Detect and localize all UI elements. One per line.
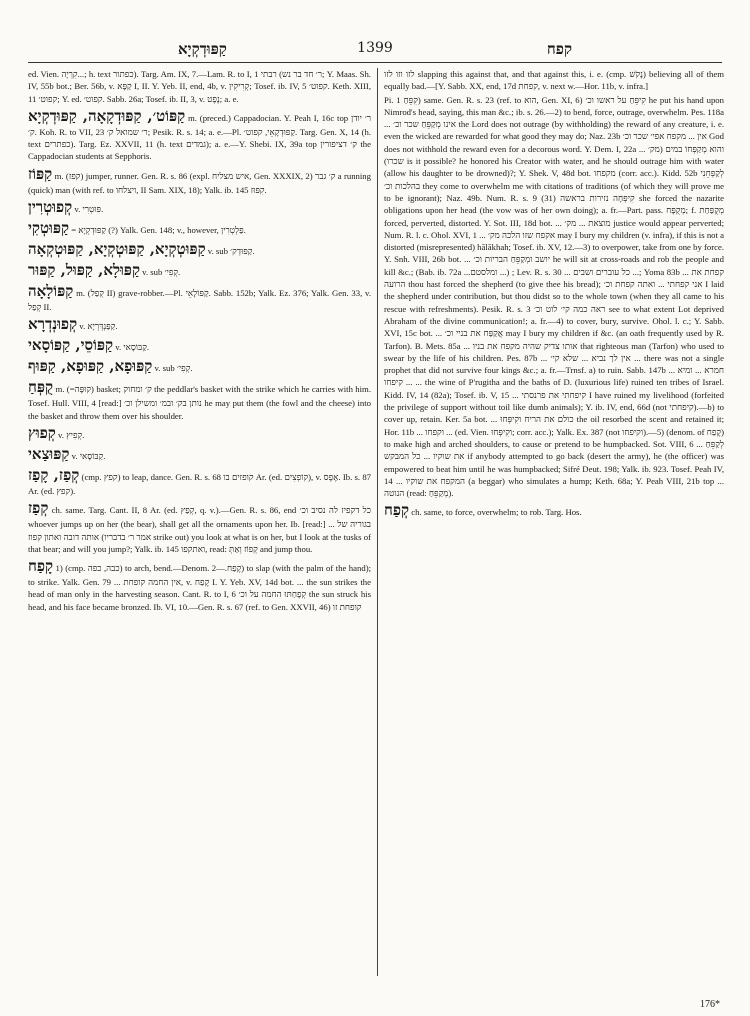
entry-text: = קַפּוּדְקְיָא (?) Yalk. Gen. 148; v., however, פַּלְטְרִין.	[71, 225, 246, 236]
dictionary-entry	[28, 356, 371, 376]
entry-text: ch. same, to force, overwhelm; to rob. Targ. Hos.	[411, 507, 582, 518]
entry-text: v. sub קְפִי׳.	[154, 363, 193, 374]
dictionary-entry	[28, 423, 371, 443]
entry-headword: קְפוּנְדְרָא	[28, 315, 78, 334]
header-left-word: קַפּוּדְקְיָא	[178, 40, 227, 58]
entry-headword: קָפַח	[28, 557, 54, 576]
dictionary-entry	[28, 498, 371, 555]
entry-text: Pi. קִפֵּחַ 1) same. Gen. R. s. 23 (ref. to הוא, Gen. XI, 6) קִיפֵּחַ על ראשו וכ׳ he put his hand upon Nimrod's head, saying, this man &c.; ib. s. 26.—2) to bend, force, outrage, overwhelm. Pes. 118a ... אינו מְקַפֵּחַ שכר וכ׳ the Lord does not outrage (by withholding) the reward of any creature, i. e. even the wicked are rewarded for what good they may do; Naz. 23b אין ... מקפח אפי׳ שכר וכ׳ God does not withhold the reward even for a decorous word. Y. Dem. I, 22a ... והוא מְקַפְּחוֹ במים (מק׳ שכרו) is it possible? he honored his Creator with water, and he should outrage him with water (allow his daughter to be drowned)?; Y. Shek. V, 48d bot. מקפחו (corr. acc.). Kidd. 52b לְקַפְּחֵנִי בהלכות וכ׳ they come to overwhelm me with citations of traditions (of which they will prove me to be ignorant); Naz. 49b. Num. R. s. 9 (31) קִיפְּחָה נזירות בראשה she forced the nazarite obligations upon her head (the vow was of her own doing); a. fr.—Part. pass. מְקֻפָּח; f. מְקֻפַּחַת forced, perverted, distorted. Y. Sot. III, 18d bot. ... מוצאת ... מק׳ justice would appear perverted; Num. R. l. c. Ohol. XVI, 1 ... אקפח שזו הלכה מק׳ may I bury my children (v. infra), if this is not a distorted (misrepresented) hălākhah; Tosef. ib. XV, 12.—3) to overpower, take from one by force. Y. Snh. VIII, 26b bot. ... יושב ומְקַפֵּחַ הבריות וכ׳ he will sit at cross-roads and rob the people and kill &c.; (Bab. ib. 72a ...ומלסטם ...) ; Lev. R. s. 30 ... כל עוברים ושבים ...; Yoma 83b ... קפחת את הרועה thou hast forced the shepherd (to give thee his bread); אני קפחתי ... ואתה קפחת וכ׳ I laid the shepherd under contribution, but thou didst so to the whole town (when they all came to his rescue with refreshments). Pesik. R. s. 3 ראה כמה קי׳ לוט וכ׳ see to what extent Lot deprived Abraham of the divine communication!; a. fr.—4) to cover, bury, survive. Ohol. l. c.; Y. Sabb. XVI, 15c bot. ... אֲקַפַּח את בניי וכ׳ may I bury my children if &c. (an oath frequently used by R. Tarfon). B. Mets. 85a ... אותו צדיק שהיה מקפח את בניו that righteous man (Tarfon) who used to swear by the life of his children. Pes. 87b ... אין לך נביא ... שלא קי׳ ... there was not a single prophet that did not survive four kings &c.; a. fr.—Trnsf. a) to ruin. Sabb. 147b ... חמרא ... ומיא ... קיפחו ... the wine of P'rugitha and the baths of D. (luxurious life) ruined ten tribes of Israel. Kidd. IV, 14 (82a); Tosef. ib. V, 15 ... קיפחתי את פרנסתי I have ruined my livelihood (forfeited the privilege of support without toil like dumb animals); Y. ib. IV, end, 66d (not קיפחתי).—b) to cover up, retain. Ker. 5a bot. ... כולם את הריח וקִיפְּחוּ the oil resorbed the scent and retained it; Hor. 11b ... וקפחו ... (ed. Vien. וקִיפְּחוּ; corr. acc.); Yalk. Ex. 387 (not וקיפחו).—5) (denom. of קֶפַח) to make high and arched shoulders, to cause or pretend to be humpbacked. Sot. VIII, 6 ... לְקַפֵּחַ את שוקיו ... כל המבקש if anybody attempted to go back (desert the army), he (the officer) was empowered to beat him until he was humpbacked; Sifré Deut. 198; Yalk. ib. 923. Tosef. Peah IV, 14 ... המקפח את שוקיו (a beggar) who simulates a hump; Keth. 68a; Y. Peah VIII, 21b top ... הנוטה (read: מְקַפֵּחַ).	[384, 94, 724, 499]
signature-mark: 176*	[700, 999, 720, 1010]
entry-text: לזו וזו לזו slapping this against that, and that against this, i. e. (cmp. נָקֹשׁ) believing all of them equally bad.—[Y. Sabb. XX, end, 17d קפחת, v. next w.—Hor. 11b, v. infra.]	[384, 69, 724, 92]
dictionary-entry	[28, 314, 371, 334]
entry-text: v. קְפִיץ.	[58, 429, 85, 440]
dictionary-entry	[384, 94, 724, 500]
entry-headword: קַפּוּטְקִי	[28, 219, 70, 238]
entry-headword: קַפּוּלָא, קַפּוּל, קַפּוּר	[28, 261, 140, 280]
entry-headword: קְפַז	[28, 499, 49, 518]
dictionary-entry	[28, 68, 371, 105]
entry-text: v. קַבּוֹסָאי.	[115, 342, 150, 353]
page-number: 1399	[357, 40, 393, 56]
right-column	[384, 68, 724, 1002]
entry-headword: קְפוּטְרִין	[28, 198, 73, 217]
dictionary-entry	[28, 281, 371, 313]
dictionary-entry	[28, 106, 371, 163]
entry-headword: קַפּוּצַאי	[28, 444, 70, 463]
header-rule	[28, 62, 722, 63]
entry-text: m. (קְפַל II) grave-robber.—Pl. קַפּוֹלָאֵי. Sabb. 152b; Yalk. Ez. 376; Yalk. Gen. 33, v. קְפַל II.	[28, 288, 371, 313]
dictionary-entry	[28, 260, 371, 280]
entry-headword: קַפּוֹז	[28, 164, 53, 183]
dictionary-entry	[28, 197, 371, 217]
dictionary-entry	[28, 377, 371, 422]
entry-headword: קַפּוֹסֵי, קַפּוֹסָאי	[28, 336, 114, 355]
dictionary-entry	[28, 444, 371, 464]
dictionary-entry	[28, 556, 371, 613]
dictionary-entry	[28, 335, 371, 355]
entry-headword: קְפוּץ	[28, 423, 56, 442]
entry-text: 1) (cmp. כבה, כפה) to arch, bend.—Denom. קֶפַח.—2) to slap (with the palm of the hand); to strike. Yalk. Gen. 79 ... אין החמה קופחת, v. קֶפַח I. Y. Yeb. XV, 14d bot. ... the sun strikes the head of man only in the harvesting season. Cant. R. to I, 6 קְפָחַתּוּ החמה על וכ׳ the sun struck his head, and his face became bronzed. Ib. VI, 10.—Gen. R. s. 67 (ref. to Gen. XXVII, 46) קופחת זו	[28, 563, 371, 612]
entry-text: v. sub קְפִי׳.	[142, 267, 181, 278]
entry-text: v. פּוּטְרִי.	[74, 204, 104, 215]
dictionary-entry	[28, 218, 371, 238]
dictionary-entry	[28, 465, 371, 497]
header-right-word: קפח	[546, 40, 572, 58]
entry-headword: קְפַז, קָפַז	[28, 465, 80, 484]
left-column	[28, 68, 371, 1002]
entry-headword: קַפּוּפָא, קַפּוּפָא, קַפּוּף	[28, 357, 153, 376]
entry-text: v. קַבּוֹסָאי.	[71, 450, 106, 461]
entry-text: m. (=קוּפָּה) basket; ק׳ ומחוק the peddlar's basket with the strike which he carries with him. Tosef. Hull. VIII, 4 [read:] נותן בק׳ ובמ׳ ומשילן וכ׳ he may put them (the fowl and the cheese) into the basket and throw them over his shoulder.	[28, 384, 371, 421]
entry-headword: קַפּוֹלָאָה	[28, 282, 74, 301]
entry-text: m. (קפז) jumper, runner. Gen. R. s. 86 (expl. איש מצליח, Gen. XXXIX, 2) ק׳ גבר a running (quick) man (with ref. to ויצלחו, II Sam. XIX, 18); Yalk. ib. 145 קִפּוּז.	[28, 170, 371, 195]
entry-text: m. (preced.) Cappadocian. Y. Peah I, 16c top ר׳ יודן ק׳. Koh. R. to VII, 23 ר׳ שמואל ק׳; Pesik. R. s. 14; a. e.—Pl. קַפּוּדְקָאֵי, קפוט׳. Targ. Gen. X, 14 (h. text כפתרים). Targ. Ez. XXVII, 11 (h. text גמדים); a. e.—Y. Shebi. IX, 39a top ק׳ דציפורין the Cappadocian students at Sepphoris.	[28, 112, 371, 162]
entry-text: ed. Vien. קִרְיָה...; h. text כפתור). Targ. Am. IX, 7.—Lam. R. to I, 1 ר׳ חד בר נש) רבתי; Y. Maas. Sh. IV, 55b bot.; Ber. 56b, v. קַפָּא I, II. Y. Yeb. II, end, 4b, v. קְרִיקִין; Tosef. ib. IV, 5 קפוט׳. Keth. XIII, 11 קפוט׳; Y. ed. קפוט׳. Sabb. 26a; Tosef. ib. II, 3, v. נֶפֶט; a. e.	[28, 69, 371, 104]
entry-headword: קֻפְּחַ	[28, 378, 54, 397]
entry-text: v. sub קַפּוּדְק׳.	[207, 246, 255, 257]
dictionary-entry	[28, 164, 371, 196]
dictionary-entry	[384, 68, 724, 93]
dictionary-entry	[384, 500, 724, 520]
entry-headword: קַפּוּטְקְיָא, קַפּוּטְקְיָא, קַפּוּטְקְאָה	[28, 240, 206, 259]
entry-text: ch. same. Targ. Cant. II, 8 Ar. (ed. קְפַץ, q. v.).—Gen. R. s. 86, end כל דקפיז לה נסיב וכ׳ whoever jumps up on her (the bear), shall get all the ornaments upon her. Ib. [read:] ... בגוריה של אותה דובה ואתון קפוז (אמר ר׳ בדבריו strike out) you look at what is on her, but I look at the tusks of that bear; and will you jump?; Yalk. ib. 145 ואתקפו, read: קְפוֹז וְאַתְּ and jump thou.	[28, 505, 371, 554]
dictionary-entry	[28, 239, 371, 259]
entry-headword: קַפּוֹט׳, קַפּוּדְקָאָה, קַפּוּדְקְיָא	[28, 106, 186, 125]
entry-text: (cmp. קפץ) to leap, dance. Gen. R. s. 68 קופזים בו Ar. (ed. קוֹפְצִים), v. אֶפֶס. Ib. s. 87 Ar. (ed. קפץ).	[28, 471, 371, 496]
column-divider	[377, 68, 378, 976]
entry-text: v. קַפַּנְדְּרְיָא.	[79, 321, 118, 332]
entry-headword: קְפַח	[384, 501, 410, 520]
